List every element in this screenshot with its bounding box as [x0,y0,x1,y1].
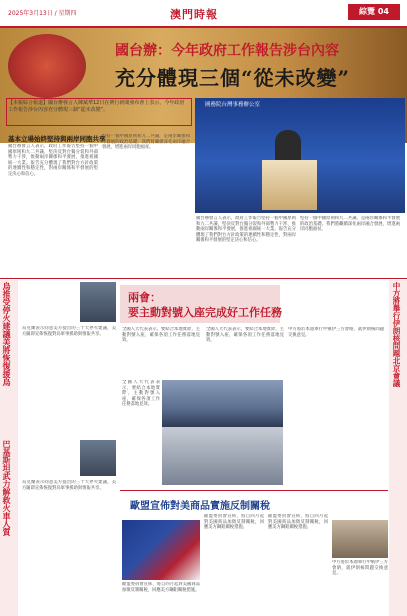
article-column: 歐盟委員會宣佈，將自四月起對美國商品加徵反制關稅，回應美方鋼鋁關稅措施。 [204,514,264,531]
portrait-photo [332,520,388,558]
article-column: 堅持一個中國原則和九二共識，是兩岸關係和平發展的政治基礎。我們將繼續深化兩岸融合發展，增進兩岸同胞福祉。 [102,134,190,151]
emblem-icon [8,34,86,98]
article-column: 烏克蘭表示同意美方提出的三十天停火建議，美方隨即宣佈恢復對烏軍事援助與情報共享。 [22,326,116,337]
paper-title: 澳門時報 [170,8,218,21]
lead-paragraph: 【本報綜合報道】國台辦發言人陳斌華12日在例行新聞發布會上表示，今年政府工作報告涉台內容充分體現三個“從未改變”。 [8,100,185,113]
section-divider [120,490,388,491]
speaker-figure [275,130,301,162]
article-column: 歐盟委員會宣佈，將自四月起對美國商品加徵反制關稅，回應美方鋼鋁關稅措施。 [122,582,200,593]
article-column: 中方將於本週舉行中俄伊三方會晤，就伊朗核問題交換意見。 [288,327,384,338]
center-title-2: 要主動對號入座完成好工作任務 [128,306,282,319]
podium [262,160,317,210]
section-badge: 綜覽 04 [348,4,400,20]
headline-primary: 國台辦：今年政府工作報告涉台內容 [115,43,339,59]
section-divider [0,278,407,279]
right-headline: 中方將舉行伊朗核問題北京會議 [392,282,401,387]
bottom-headline: 歐盟宣佈對美商品實施反制關稅 [130,501,270,512]
article-column: 烏克蘭表示同意美方提出的三十天停火建議，美方隨即宣佈恢復對烏軍事援助與情報共享。 [22,480,116,491]
article-column: 中方將於本週舉行中俄伊三方會晤，就伊朗核問題交換意見。 [332,560,388,577]
article-column: 全國人大代表表示，要結合本地實際，主動對號入座，確保各項工作任務落地見效。 [206,327,284,344]
photo-caption: 國務院台灣事務辦公室 [205,102,261,108]
article-column: 堅持一個中國原則和九二共識，是兩岸關係和平發展的政治基礎。我們將繼續深化兩岸融合發展，增進兩岸同胞福祉。 [300,216,400,233]
hall-photo [162,427,283,485]
headline-secondary: 充分體現三個“從未改變” [115,66,351,90]
side-photo [80,282,116,322]
article-column: 國台辦發言人表示，政府工作報告堅持一個中國原則和九二共識，堅決反對台獨分裂和外部勢力干涉，推動兩岸關係和平發展，推進祖國統一大業。報告充分體現了我們對台方針政策的連續性和穩定性，對兩岸關係和平發展的堅定決心和信心。 [196,216,296,244]
side-photo [80,440,116,476]
article-column: 國台辦發言人表示，政府工作報告堅持一個中國原則和九二共識，堅決反對台獨分裂和外部勢力干涉，推動兩岸關係和平發展，推進祖國統一大業。報告充分體現了我們對台方針政策的連續性和穩定性，對兩岸關係和平發展的堅定決心和信心。 [8,144,98,177]
left-headline-1: 烏推受停火建議美將恢復援烏 [2,282,12,386]
center-title-1: 兩會： [128,291,161,304]
subheading: 基本立場始終堅持與兩岸同胞共享 [8,135,106,143]
article-column: 全國人大代表表示，要結合本地實際，主動對號入座，確保各項工作任務落地見效。 [122,380,160,408]
article-column: 全國人大代表表示，要結合本地實際，主動對號入座，確保各項工作任務落地見效。 [122,327,200,344]
flag-photo [122,520,200,580]
meeting-photo [162,380,283,427]
issue-date: 2025年3月13日 / 星期四 [8,10,77,17]
article-column: 歐盟委員會宣佈，將自四月起對美國商品加徵反制關稅，回應美方鋼鋁關稅措施。 [268,514,328,531]
left-headline-2: 巴基斯坦武力解救火車人質 [2,440,12,536]
